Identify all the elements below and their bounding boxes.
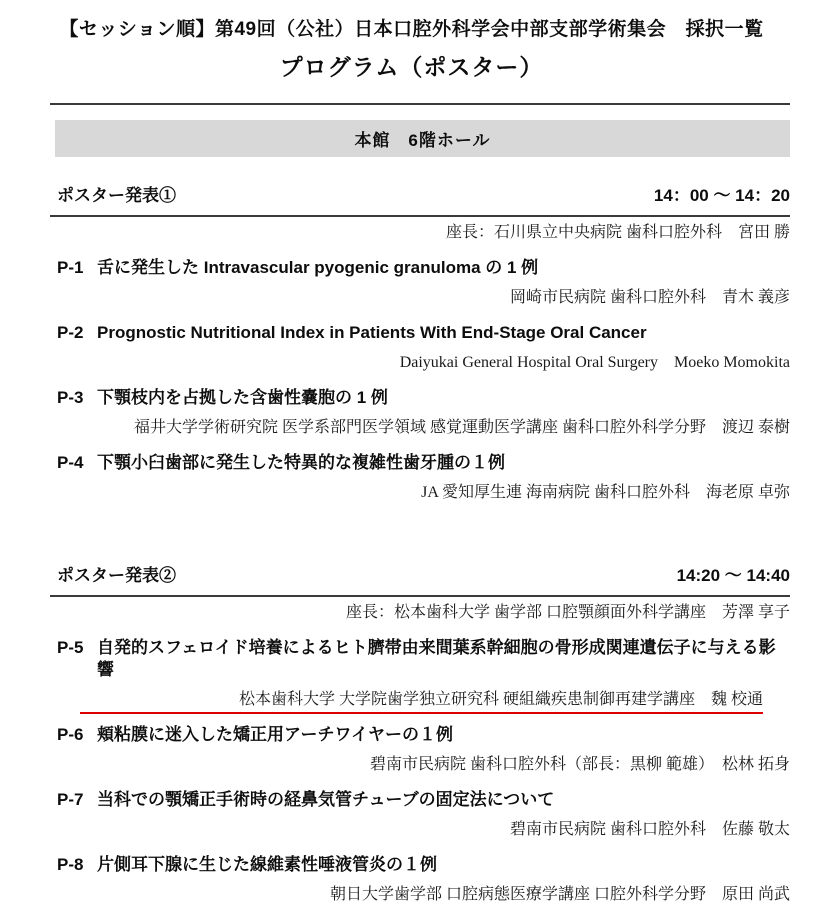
chair-line: 座長：石川県立中央病院 歯科口腔外科 宮田 勝 bbox=[445, 224, 790, 241]
chair-line: 座長：松本歯科大学 歯学部 口腔顎顔面外科学講座 芳澤 享子 bbox=[345, 604, 790, 621]
item-affiliation: 岡崎市民病院 歯科口腔外科 青木 義彦 bbox=[509, 289, 790, 306]
header-divider-rule bbox=[50, 103, 790, 105]
item-code: P-5 bbox=[57, 638, 84, 657]
presentation-item bbox=[0, 387, 823, 438]
item-title: 片側耳下腺に生じた線維素性唾液管炎の１例 bbox=[97, 855, 437, 874]
item-code: P-8 bbox=[57, 855, 84, 874]
presentation-item bbox=[0, 322, 823, 373]
session-block-2 bbox=[0, 565, 823, 905]
item-title-row bbox=[0, 637, 823, 681]
item-affiliation: 福井大学学術研究院 医学系部門医学領域 感覚運動医学講座 歯科口腔外科学分野 渡辺 泰樹 bbox=[133, 419, 790, 436]
item-title-row bbox=[0, 387, 823, 409]
item-title-row bbox=[0, 854, 823, 876]
item-title-row bbox=[0, 257, 823, 279]
item-title: 下顎枝内を占拠した含歯性嚢胞の 1 例 bbox=[97, 388, 388, 407]
item-title: 当科での顎矯正手術時の経鼻気管チューブの固定法について bbox=[97, 790, 555, 809]
item-title: Prognostic Nutritional Index in Patients With End-Stage Oral Cancer bbox=[97, 323, 647, 342]
red-underline bbox=[80, 712, 763, 714]
presentation-item bbox=[0, 452, 823, 503]
item-code: P-4 bbox=[57, 453, 84, 472]
item-title-row bbox=[0, 322, 823, 344]
session-label: ポスター発表② bbox=[57, 566, 176, 585]
item-title-row bbox=[0, 724, 823, 746]
item-affiliation: 朝日大学歯学部 口腔病態医療学講座 口腔外科学分野 原田 尚武 bbox=[329, 886, 790, 903]
session-divider-rule bbox=[50, 595, 790, 597]
presentation-item bbox=[0, 789, 823, 840]
session-block-1 bbox=[0, 185, 823, 503]
item-code: P-2 bbox=[57, 323, 84, 342]
item-title: 自発的スフェロイド培養によるヒト臍帯由来間葉系幹細胞の骨形成関連遺伝子に与える影響 bbox=[97, 638, 776, 679]
item-code: P-7 bbox=[57, 790, 84, 809]
document-title: 【セッション順】第49回（公社）日本口腔外科学会中部支部学術集会 採択一覧 bbox=[59, 19, 764, 40]
presentation-item bbox=[0, 257, 823, 308]
item-title: 舌に発生した Intravascular pyogenic granuloma の 1 例 bbox=[97, 258, 539, 277]
item-title: 下顎小臼歯部に発生した特異的な複雑性歯牙腫の１例 bbox=[97, 453, 505, 472]
item-title-row bbox=[0, 452, 823, 474]
item-code: P-6 bbox=[57, 725, 84, 744]
session-label: ポスター発表① bbox=[57, 186, 176, 205]
session-divider-rule bbox=[50, 215, 790, 217]
item-affiliation bbox=[0, 690, 823, 710]
presentation-item bbox=[0, 724, 823, 775]
session-time: 14：00 ～ 14：20 bbox=[653, 186, 790, 205]
presentation-item bbox=[0, 637, 823, 710]
item-code: P-3 bbox=[57, 388, 84, 407]
session-header bbox=[0, 185, 823, 207]
item-affiliation: JA 愛知厚生連 海南病院 歯科口腔外科 海老原 卓弥 bbox=[421, 484, 790, 501]
venue-banner: 本館 6階ホール bbox=[55, 120, 790, 157]
item-affiliation-text: 松本歯科大学 大学院歯学独立研究科 硬組織疾患制御再建学講座 魏 校通 bbox=[238, 691, 763, 708]
session-time: 14:20 ～ 14:40 bbox=[676, 566, 790, 585]
item-affiliation: 碧南市民病院 歯科口腔外科 佐藤 敬太 bbox=[509, 821, 790, 838]
item-affiliation: Daiyukai General Hospital Oral Surgery Moeko Momokita bbox=[399, 354, 790, 371]
presentation-item bbox=[0, 854, 823, 905]
item-title: 頬粘膜に迷入した矯正用アーチワイヤーの１例 bbox=[97, 725, 453, 744]
program-subtitle: プログラム（ポスター） bbox=[279, 54, 544, 80]
item-affiliation: 碧南市民病院 歯科口腔外科（部長：黒柳 範雄） 松林 拓身 bbox=[369, 756, 790, 773]
session-header bbox=[0, 565, 823, 587]
item-title-row bbox=[0, 789, 823, 811]
item-code: P-1 bbox=[57, 258, 84, 277]
